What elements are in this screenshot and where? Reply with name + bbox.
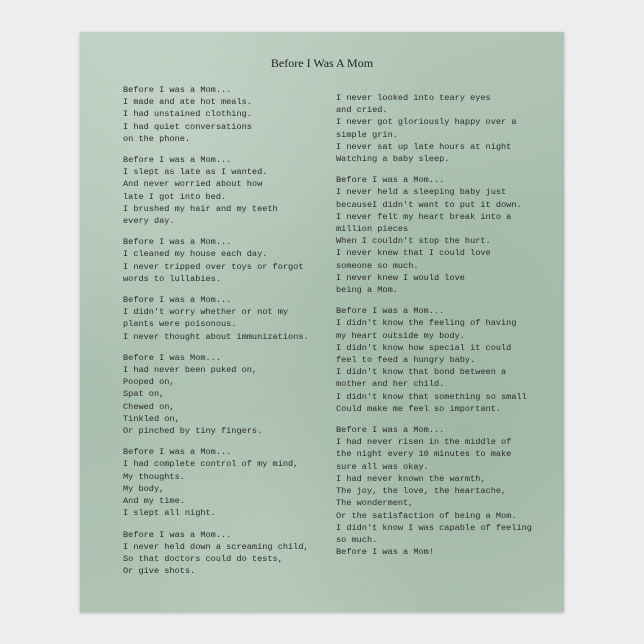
- poem-line: I had unstained clothing.: [123, 109, 252, 120]
- poem-line: And never worried about how: [123, 179, 263, 190]
- poem-line: simple grin.: [336, 129, 398, 140]
- poem-line: I never knew I would love: [336, 272, 465, 283]
- poem-line: I didn't know I was capable of feeling: [336, 522, 532, 533]
- poem-line: someone so much.: [336, 260, 419, 271]
- poem-line: I never sat up late hours at night: [336, 141, 512, 152]
- stanza: [123, 446, 323, 519]
- stanza: [123, 294, 323, 343]
- poem-line: Before I was a Mom...: [123, 237, 232, 248]
- poem-line: My thoughts.: [123, 471, 185, 482]
- poem-line: Before I was a Mom...: [123, 447, 232, 458]
- poem-line: Before I was a Mom...: [123, 155, 232, 166]
- poem-line: every day.: [123, 216, 175, 227]
- poem-line: million pieces: [336, 224, 409, 235]
- poem-line: Before I was Mom...: [123, 352, 221, 363]
- poem-line: Before I was a Mom!: [336, 547, 434, 558]
- poem-line: Chewed on,: [123, 401, 175, 412]
- poem-line: Before I was a Mom...: [336, 175, 445, 186]
- poem-line: I never held a sleeping baby just: [336, 187, 507, 198]
- poem-line: on the phone.: [123, 133, 191, 144]
- poem-line: I never felt my heart break into a: [336, 211, 512, 222]
- poem-line: I never thought about immunizations.: [123, 331, 309, 342]
- poem-line: So that doctors could do tests,: [123, 553, 283, 564]
- stanza: [336, 305, 536, 415]
- poem-line: Or give shots.: [123, 566, 196, 577]
- poem-line: I didn't worry whether or not my: [123, 307, 289, 318]
- stanza: [123, 84, 323, 145]
- poem-line: Before I was a Mom...: [336, 425, 445, 436]
- poem-line: Pooped on,: [123, 377, 175, 388]
- poem-line: I had never been puked on,: [123, 365, 258, 376]
- poem-line: Before I was a Mom...: [336, 306, 445, 317]
- poem-line: Could make me feel so important.: [336, 403, 502, 414]
- poem-line: Before I was a Mom...: [123, 529, 232, 540]
- poem-line: When I couldn't stop the hurt.: [336, 236, 491, 247]
- poem-line: I never looked into teary eyes: [336, 93, 491, 103]
- poem-title: Before I Was A Mom: [270, 56, 374, 70]
- poem-line: Spat on,: [123, 389, 165, 400]
- poem-line: Or pinched by tiny fingers.: [123, 426, 263, 437]
- poem-line: My body,: [123, 483, 165, 494]
- poem-line: I made and ate hot meals.: [123, 97, 252, 108]
- left-column: [123, 84, 323, 586]
- poem-line: Before I was a Mom...: [123, 295, 232, 306]
- stanza: [336, 174, 536, 296]
- poem-line: And my time.: [123, 496, 185, 507]
- poem-line: becauseI didn't want to put it down.: [336, 199, 522, 210]
- right-column: [336, 92, 536, 567]
- poem-line: so much.: [336, 534, 378, 545]
- poem-line: feel to feed a hungry baby.: [336, 355, 476, 366]
- poem-line: my heart outside my body.: [336, 330, 465, 341]
- poem-line: Or the satisfaction of being a Mom.: [336, 510, 517, 521]
- poem-line: I didn't know that bond between a: [336, 367, 507, 378]
- poem-line: I never held down a screaming child,: [123, 541, 309, 552]
- poem-line: I never got gloriously happy over a: [336, 117, 517, 128]
- poem-line: sure all was okay.: [336, 461, 429, 472]
- poem-line: mother and her child.: [336, 379, 445, 390]
- poem-line: I never tripped over toys or forgot: [123, 261, 304, 272]
- poem-line: I didn't know that something so small: [336, 391, 527, 402]
- poem-line: Watching a baby sleep.: [336, 154, 450, 165]
- stanza: [123, 236, 323, 285]
- poem-line: I never knew that I could love: [336, 248, 491, 259]
- poem-line: I had never risen in the middle of: [336, 437, 512, 448]
- poem-line: The wonderment,: [336, 498, 414, 509]
- poem-line: the night every 10 minutes to make: [336, 449, 512, 460]
- poem-line: Tinkled on,: [123, 413, 180, 424]
- poem-line: plants were poisonous.: [123, 319, 237, 330]
- poem-line: The joy, the love, the heartache,: [336, 486, 507, 497]
- poem-line: I cleaned my house each day.: [123, 249, 268, 260]
- poem-line: and cried.: [336, 105, 388, 116]
- poem-line: late I got into bed.: [123, 191, 227, 202]
- poem-line: I didn't know the feeling of having: [336, 318, 517, 329]
- stanza: [123, 529, 323, 578]
- poem-line: I had quiet conversations: [123, 121, 252, 132]
- poem-line: words to lullabies.: [123, 273, 221, 284]
- poem-line: I slept as late as I wanted.: [123, 167, 268, 178]
- poem-line: I slept all night.: [123, 508, 216, 519]
- poem-line: being a Mom.: [336, 285, 398, 296]
- poem-line: I had never known the warmth,: [336, 473, 486, 484]
- stanza: [336, 92, 536, 165]
- poem-line: Before I was a Mom...: [123, 85, 232, 95]
- poster: [80, 32, 564, 612]
- stanza: [336, 424, 536, 558]
- stanza: [123, 154, 323, 227]
- poem-line: I didn't know how special it could: [336, 342, 512, 353]
- stanza: [123, 352, 323, 437]
- poem-line: I brushed my hair and my teeth: [123, 203, 278, 214]
- poem-line: I had complete control of my mind,: [123, 459, 299, 470]
